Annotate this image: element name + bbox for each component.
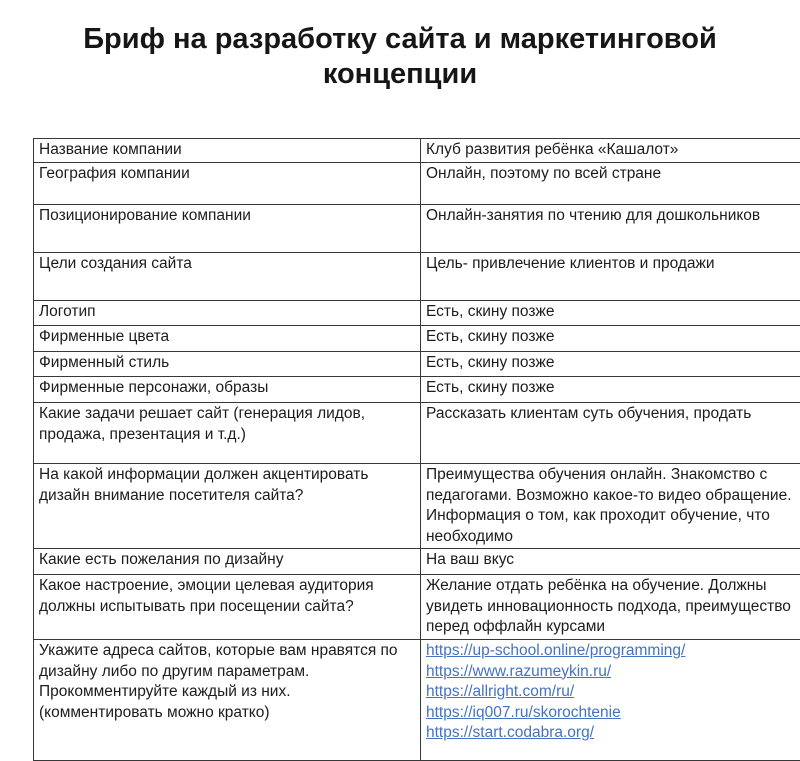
row-audience-emotions	[34, 575, 800, 640]
field-value: На ваш вкус	[421, 549, 800, 575]
field-value: Есть, скину позже	[421, 301, 800, 326]
row-design-wishes	[34, 549, 800, 575]
row-brand-characters	[34, 377, 800, 403]
field-label: Какое настроение, эмоции целевая аудитория должны испытывать при посещении сайта?	[34, 575, 421, 640]
reference-link[interactable]: https://www.razumeykin.ru/	[426, 662, 800, 683]
reference-link[interactable]: https://up-school.online/programming/	[426, 641, 800, 662]
row-brand-style	[34, 352, 800, 377]
field-label: Какие задачи решает сайт (генерация лидов, продажа, презентация и т.д.)	[34, 403, 421, 464]
page-title: Бриф на разработку сайта и маркетинговой концепции	[50, 22, 750, 92]
field-value: Есть, скину позже	[421, 326, 800, 352]
field-value: Есть, скину позже	[421, 377, 800, 403]
row-logo	[34, 301, 800, 326]
reference-link[interactable]: https://allright.com/ru/	[426, 682, 800, 703]
field-label: Фирменный стиль	[34, 352, 421, 377]
field-value: Желание отдать ребёнка на обучение. Должны увидеть инновационность подхода, преимущество перед оффлайн курсами	[421, 575, 800, 640]
field-label: Цели создания сайта	[34, 253, 421, 301]
row-site-goals	[34, 253, 800, 301]
field-value: Онлайн, поэтому по всей стране	[421, 163, 800, 205]
field-label: На какой информации должен акцентировать дизайн внимание посетителя сайта?	[34, 464, 421, 549]
row-company-name	[34, 139, 800, 163]
field-value: Рассказать клиентам суть обучения, продать	[421, 403, 800, 464]
reference-link[interactable]: https://start.codabra.org/	[426, 723, 800, 744]
row-design-accent-info	[34, 464, 800, 549]
field-label: Логотип	[34, 301, 421, 326]
field-value: Цель- привлечение клиентов и продажи	[421, 253, 800, 301]
field-label: Фирменные персонажи, образы	[34, 377, 421, 403]
field-label: Какие есть пожелания по дизайну	[34, 549, 421, 575]
field-label: География компании	[34, 163, 421, 205]
field-value: Клуб развития ребёнка «Кашалот»	[421, 139, 800, 163]
field-value: Есть, скину позже	[421, 352, 800, 377]
row-site-tasks	[34, 403, 800, 464]
field-value: Преимущества обучения онлайн. Знакомство с педагогами. Возможно какое-то видео обращение. Информация о том, как проходит обучение, что необходимо	[421, 464, 800, 549]
row-brand-colors	[34, 326, 800, 352]
brief-table	[33, 138, 800, 761]
row-positioning	[34, 205, 800, 253]
reference-links-cell	[421, 640, 800, 761]
field-label: Укажите адреса сайтов, которые вам нравятся по дизайну либо по другим параметрам. Прокомментируйте каждый из них. (комментировать можно кратко)	[34, 640, 421, 761]
field-label: Фирменные цвета	[34, 326, 421, 352]
reference-link[interactable]: https://iq007.ru/skorochtenie	[426, 703, 800, 724]
field-label: Название компании	[34, 139, 421, 163]
field-value: Онлайн-занятия по чтению для дошкольников	[421, 205, 800, 253]
row-geography	[34, 163, 800, 205]
field-label: Позиционирование компании	[34, 205, 421, 253]
row-reference-sites	[34, 640, 800, 761]
